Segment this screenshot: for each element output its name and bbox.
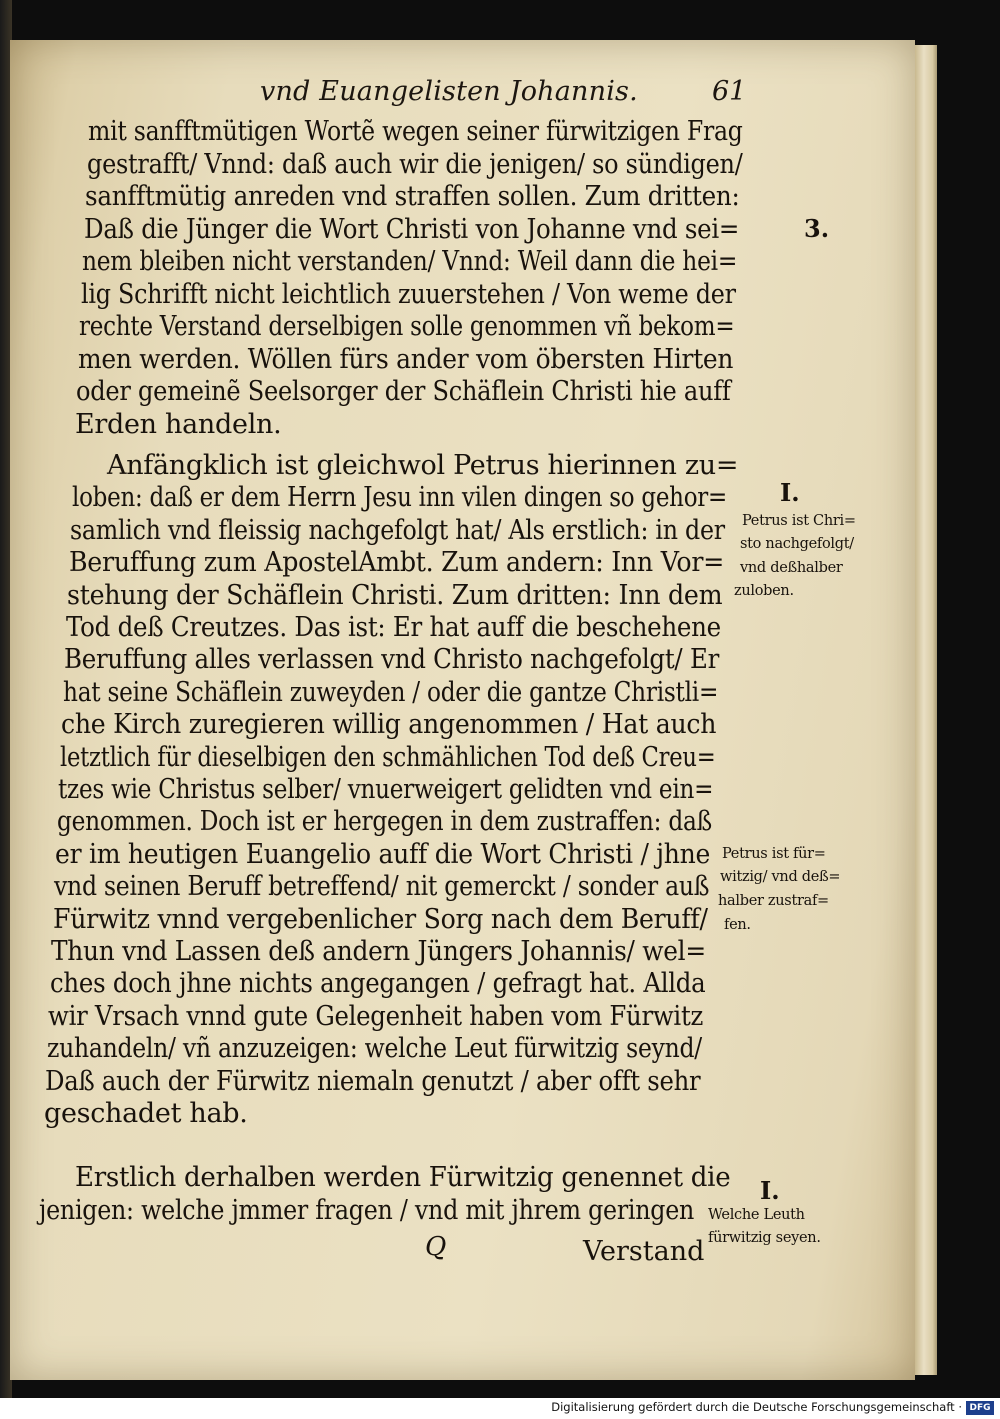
margin-number: I. [760,1176,780,1205]
page-number: 61 [712,76,747,107]
text-line: vnd seinen Beruff betreffend/ nit gemerckt / sonder auß [54,871,710,902]
text-line: stehung der Schäflein Christi. Zum dritten: Inn dem [67,580,723,611]
text-line: Erstlich derhalben werden Fürwitzig genennet die [75,1162,731,1193]
text-line: men werden. Wöllen fürs ander vom öbersten Hirten [78,344,734,375]
running-title: vnd Euangelisten Johannis. [260,76,638,107]
text-line: geschadet hab. [44,1098,248,1129]
text-line: hat seine Schäflein zuweyden / oder die gantze Christli= [63,677,719,708]
margin-note-line: fürwitzig seyen. [708,1230,821,1246]
margin-note-line: halber zustraf= [718,893,829,909]
text-line: che Kirch zuregieren willig angenommen / Hat auch [61,709,717,740]
text-line: sanfftmütig anreden vnd straffen sollen. Zum dritten: [85,181,740,212]
margin-note-line: witzig/ vnd deß= [720,869,841,885]
text-line: gestrafft/ Vnnd: daß auch wir die jenigen/ so sündigen/ [87,149,743,180]
page-fore-edge [915,45,937,1375]
text-line: ches doch jhne nichts angegangen / gefragt hat. Allda [50,968,706,999]
text-line: jenigen: welche jmmer fragen / vnd mit jhrem geringen [39,1195,695,1226]
signature-mark: Q [425,1232,447,1262]
text-line: oder gemeinẽ Seelsorger der Schäflein Christi hie auff [76,376,731,407]
text-line: Daß auch der Fürwitz niemaln genutzt / aber offt sehr [45,1066,701,1097]
text-line: genommen. Doch ist er hergegen in dem zustraffen: daß [57,806,712,837]
text-line: Daß die Jünger die Wort Christi von Johanne vnd sei= [84,214,740,245]
text-line: Erden handeln. [75,409,282,440]
margin-note-line: Petrus ist für= [722,846,826,862]
text-line: mit sanfftmütigen Wortẽ wegen seiner fürwitzigen Frag [88,116,743,147]
margin-number: I. [780,478,800,507]
text-line: Anfängklich ist gleichwol Petrus hierinnen zu= [107,450,739,481]
digitization-footer [0,1398,1000,1419]
text-line: rechte Verstand derselbigen solle genommen vñ bekom= [79,311,735,342]
text-line: lig Schrifft nicht leichtlich zuuerstehen / Von weme der [81,279,736,310]
text-line: loben: daß er dem Herrn Jesu inn vilen dingen so gehor= [72,482,728,513]
text-line: Tod deß Creutzes. Das ist: Er hat auff die beschehene [66,612,721,643]
margin-note-line: fen. [724,917,751,933]
text-line: wir Vrsach vnnd gute Gelegenheit haben vom Fürwitz [48,1001,704,1032]
text-line: Beruffung zum ApostelAmbt. Zum andern: Inn Vor= [69,547,725,578]
dfg-logo: DFG [966,1401,994,1415]
text-line: letztlich für dieselbigen den schmählichen Tod deß Creu= [60,742,716,773]
margin-note-line: zuloben. [734,583,794,599]
text-line: Fürwitz vnnd vergebenlicher Sorg nach dem Beruff/ [53,904,708,935]
text-line: Thun vnd Lassen deß andern Jüngers Johannis/ wel= [51,936,706,967]
text-line: Beruffung alles verlassen vnd Christo nachgefolgt/ Er [64,644,720,675]
margin-note-line: Petrus ist Chri= [742,513,856,529]
margin-number: 3. [804,214,830,243]
text-line: zuhandeln/ vñ anzuzeigen: welche Leut fürwitzig seynd/ [47,1033,702,1064]
catchword: Verstand [583,1236,705,1267]
text-line: nem bleiben nicht verstanden/ Vnnd: Weil dann die hei= [82,246,738,277]
footer-credit: Digitalisierung gefördert durch die Deutsche Forschungsgemeinschaft · [551,1400,962,1414]
margin-note-line: vnd deßhalber [740,560,843,576]
text-line: samlich vnd fleissig nachgefolgt hat/ Als erstlich: in der [70,515,725,546]
text-line: er im heutigen Euangelio auff die Wort Christi / jhne [55,839,711,870]
margin-note-line: sto nachgefolgt/ [740,536,854,552]
text-line: tzes wie Christus selber/ vnuerweigert gelidten vnd ein= [58,774,714,805]
margin-note-line: Welche Leuth [708,1207,805,1223]
